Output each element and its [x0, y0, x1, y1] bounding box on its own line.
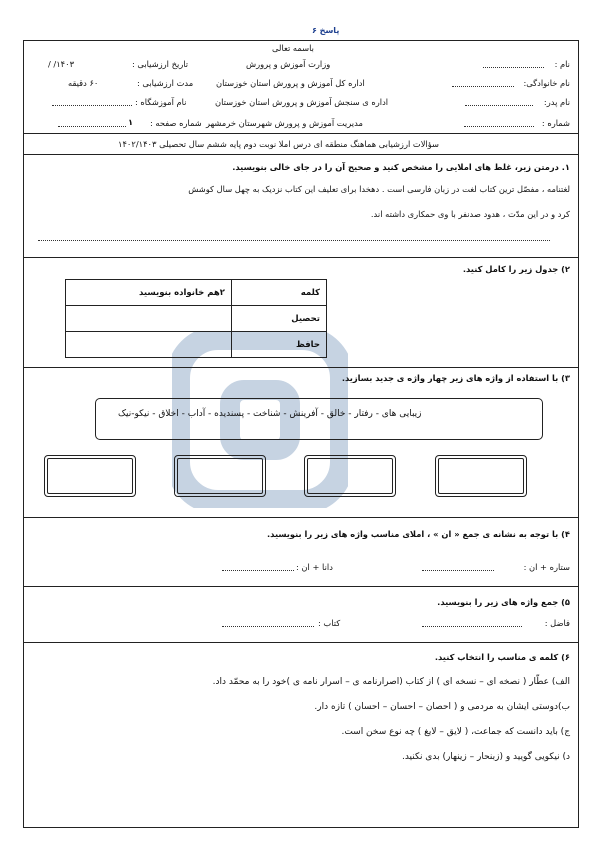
q1-title: ۱. درمتن زیر، غلط های املایی را مشخص کنید و صحیح آن را در جای خالی بنویسید. — [232, 162, 570, 172]
divider — [23, 367, 579, 368]
table-row — [66, 332, 327, 358]
city-office: مدیریت آموزش و پرورش شهرستان خرمشهر — [206, 118, 363, 128]
page-label: شماره صفحه : — [150, 118, 202, 128]
q1-line2: کرد و در این مدّت ، هدود صدنفر با وی حمکاری داشته اند. — [370, 209, 570, 219]
assessment-office: اداره ی سنجش آموزش و پرورش استان خوزستان — [215, 97, 389, 107]
name-label: نام : — [554, 59, 570, 69]
q4-dots-2 — [222, 570, 294, 571]
answer-box[interactable] — [304, 455, 396, 497]
row-answer[interactable] — [66, 332, 232, 358]
gen-office: اداره کل آموزش و پرورش استان خوزستان — [216, 78, 365, 88]
basmala: باسمه تعالی — [272, 43, 314, 53]
q5-item2: کتاب : — [318, 618, 341, 628]
row-word: تحصیل — [232, 306, 327, 332]
brand-mark: پاسخ ۶ — [312, 26, 340, 35]
number-label: شماره : — [541, 118, 570, 128]
divider — [23, 154, 579, 155]
q5-title: ۵) جمع واژه های زیر را بنویسید. — [437, 597, 570, 607]
family-label: نام خانوادگی: — [523, 78, 570, 88]
col-word: کلمه — [232, 280, 327, 306]
table-row — [66, 280, 327, 306]
exam-title: سؤالات ارزشیابی هماهنگ منطقه ای درس املا نوبت دوم پایه ششم سال تحصیلی ۱۴۰۲/۱۴۰۳ — [118, 139, 439, 149]
school-dots — [52, 105, 132, 106]
q4-title: ۴) با توجه به نشانه ی جمع « ان » ، املای مناسب واژه های زیر را بنویسید. — [267, 529, 570, 539]
school-label: نام آموزشگاه : — [135, 97, 187, 107]
divider — [23, 133, 579, 134]
q6-b: ب)دوستی ایشان به مردمی و ( احصان – احسان – احسان ) تازه دار. — [314, 702, 570, 712]
q5-dots-2 — [222, 626, 314, 627]
answer-box[interactable] — [174, 455, 266, 497]
table-row — [66, 306, 327, 332]
word-bank: زیبایی های - رفتار - خالق - آفرینش - شناخت - پسندیده - آداب - اخلاق - نیکو-نیک — [118, 409, 422, 419]
q6-d: د) نیکویی گویید و (زبنحار – زینهار) بدی نکنید. — [401, 752, 570, 762]
q6-c: ج) باید دانست که جماعت، ( لایق – لایغ ) چه نوع سخن است. — [341, 727, 570, 737]
q3-title: ۳) با استفاده از واژه های زیر چهار واژه ی جدید بسازید. — [341, 373, 570, 383]
page-dots — [58, 126, 126, 127]
q1-line1: لغتنامه ، مفصّل ترین کتاب لغت در زبان فارسی است . دهخدا برای تعلیف این کتاب نزدیک به چهل سال کوشش — [188, 184, 570, 194]
father-dots — [465, 105, 533, 106]
ministry: وزارت آموزش و پرورش — [246, 59, 331, 69]
family-dots — [452, 86, 514, 87]
q5-dots-1 — [422, 626, 522, 627]
q6-title: ۶) کلمه ی مناسب را انتخاب کنید. — [434, 652, 570, 662]
duration-value: ۶۰ دقیقه — [68, 78, 99, 88]
q2-title: ۲) جدول زیر را کامل کنید. — [462, 264, 570, 274]
number-dots — [464, 126, 534, 127]
father-label: نام پدر: — [543, 97, 570, 107]
q1-answer-line — [38, 240, 550, 241]
q4-item2: دانا + ان : — [296, 562, 333, 572]
word-bank-box — [95, 398, 543, 440]
q2-table — [65, 279, 327, 358]
duration-label: مدت ارزشیابی : — [137, 78, 194, 88]
q4-dots-1 — [422, 570, 494, 571]
q5-item1: فاضل : — [544, 618, 570, 628]
row-answer[interactable] — [66, 306, 232, 332]
date-label: تاریخ ارزشیابی : — [132, 59, 189, 69]
q4-item1: ستاره + ان : — [523, 562, 570, 572]
divider — [23, 586, 579, 587]
row-word: حافظ — [232, 332, 327, 358]
divider — [23, 517, 579, 518]
answer-box[interactable] — [44, 455, 136, 497]
page-value: ۱ — [128, 117, 134, 127]
date-value: / /۱۴۰۳ — [48, 59, 75, 69]
q6-a: الف) عطّار ( نصخه ای – نسخه ای ) از کتاب (اصرارنامه ی – اسرار نامه ی )خود را به محمّد داد. — [212, 677, 570, 687]
divider — [23, 257, 579, 258]
name-dots — [483, 67, 544, 68]
col-family: ۲هم خانواده بنویسید — [66, 280, 232, 306]
divider — [23, 642, 579, 643]
answer-box[interactable] — [435, 455, 527, 497]
